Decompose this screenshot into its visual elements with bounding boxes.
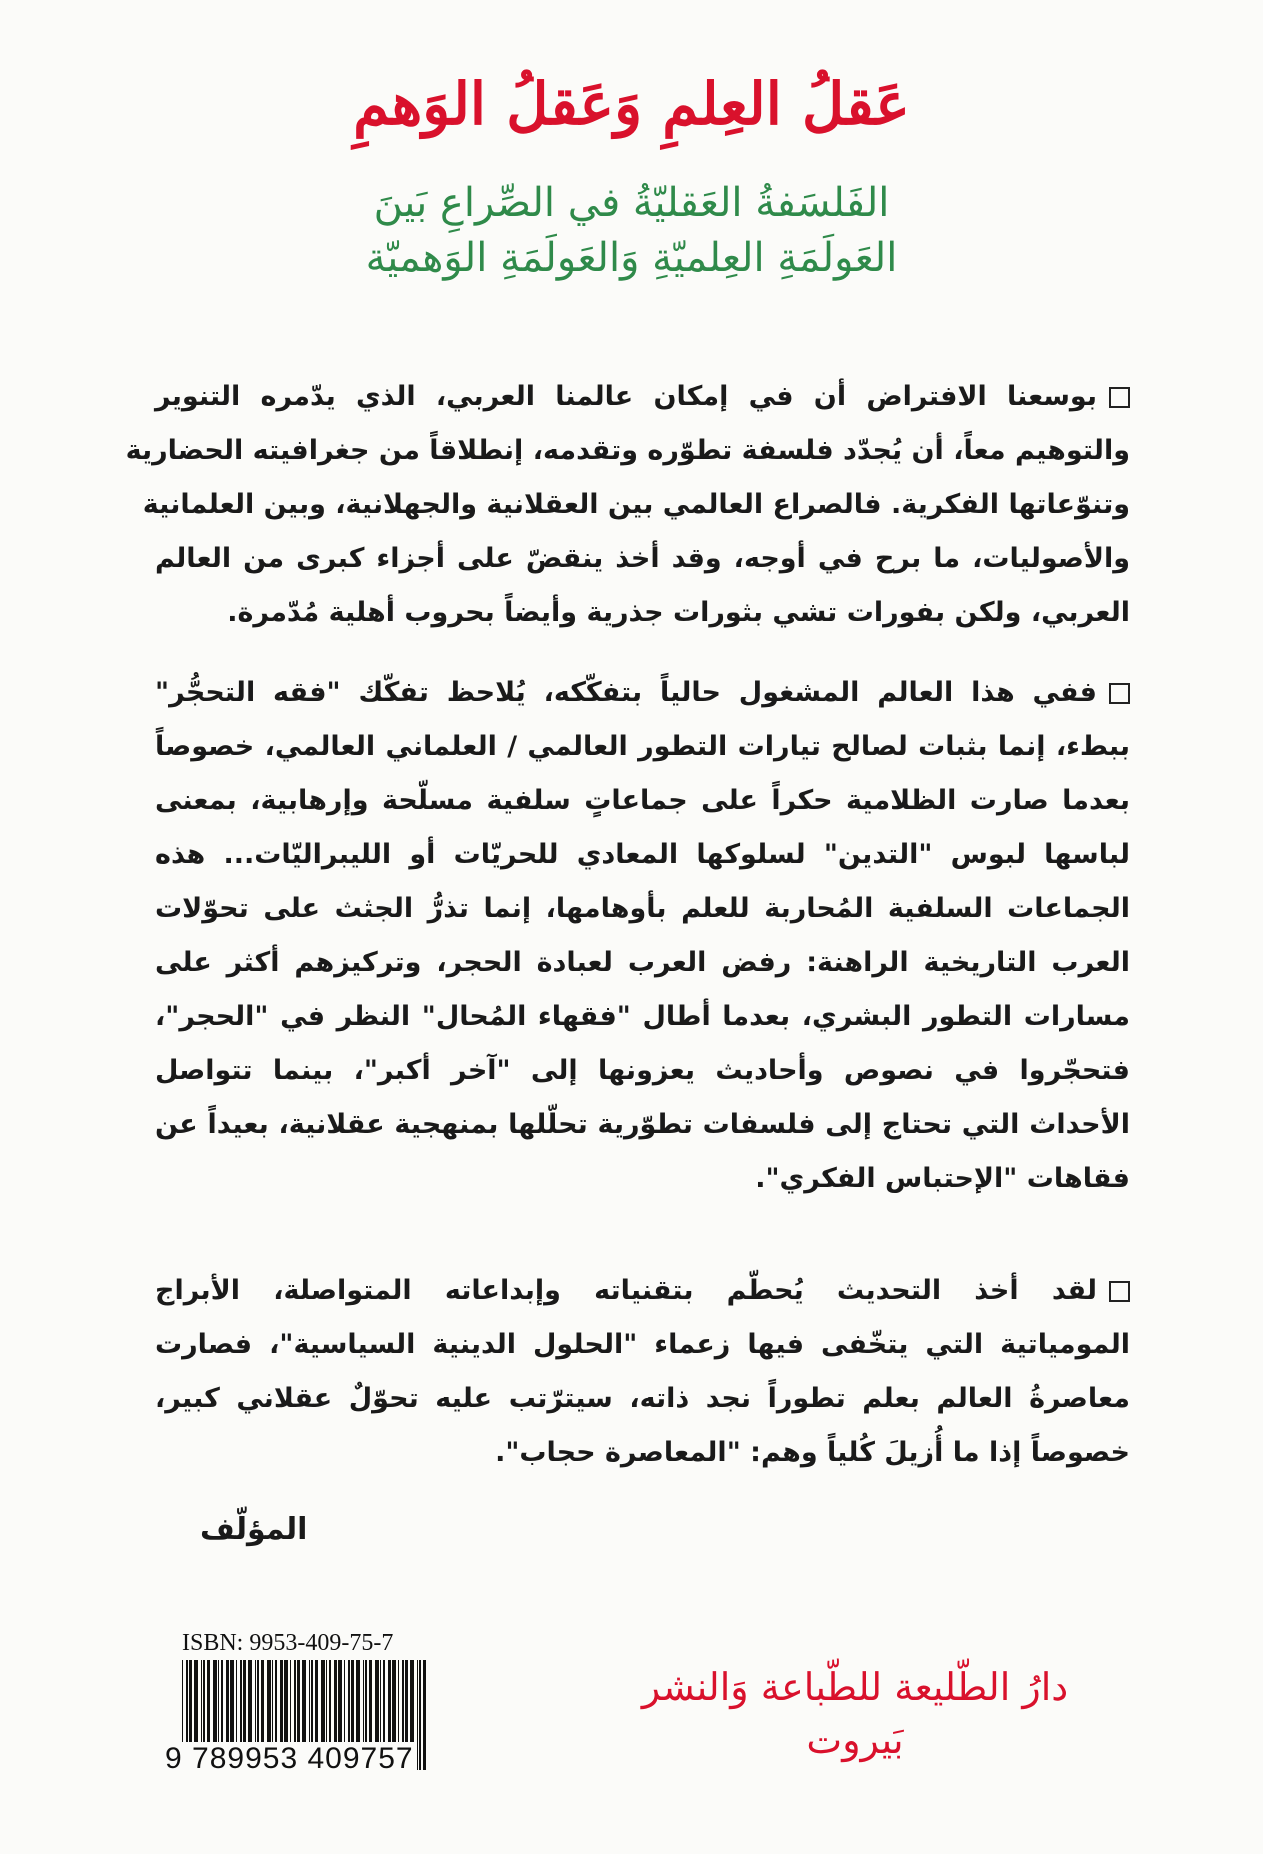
book-subtitle-line-1: الفَلسَفةُ العَقليّةُ في الصِّراعِ بَينَ	[373, 180, 890, 226]
blurb-line	[155, 1372, 1130, 1426]
blurb-line	[155, 370, 1130, 424]
blurb-line	[155, 1318, 1130, 1372]
blurb-line-text: ففي هذا العالم المشغول حالياً بتفكّكه، يُلاحظ تفكّك "فقه التحجُّر"	[155, 677, 1097, 708]
blurb-line	[155, 586, 1130, 640]
barcode-bar	[419, 1660, 421, 1770]
publisher-name: دارُ الطّليعة للطّباعة وَالنشر	[641, 1665, 1069, 1709]
author-signature: المؤلّف	[200, 1512, 308, 1547]
blurb-line-text: الجماعات السلفية المُحاربة للعلم بأوهامها، إنما تذرُّ الجثث على تحوّلات	[155, 893, 1130, 924]
blurb-paragraph-1	[125, 370, 1130, 640]
blurb-line-text: فقاهات "الإحتباس الفكري".	[755, 1163, 1130, 1194]
square-bullet-icon	[1109, 683, 1130, 704]
blurb-line	[155, 1044, 1130, 1098]
blurb-line	[155, 1152, 1130, 1206]
square-bullet-icon	[1109, 387, 1130, 408]
blurb-line	[155, 532, 1130, 586]
blurb-line-text: ببطء، إنما بثبات لصالح تيارات التطور العالمي / العلماني العالمي، خصوصاً	[155, 731, 1130, 762]
blurb-line	[155, 882, 1130, 936]
blurb-line	[155, 990, 1130, 1044]
blurb-line-text: الأحداث التي تحتاج إلى فلسفات تطوّرية تحلّلها بمنهجية عقلانية، بعيداً عن	[155, 1109, 1130, 1140]
blurb-line	[155, 1098, 1130, 1152]
blurb-line-text: بوسعنا الافتراض أن في إمكان عالمنا العربي، الذي يدّمره التنوير	[155, 381, 1097, 412]
square-bullet-icon	[1109, 1281, 1130, 1302]
blurb-line-text: العرب التاريخية الراهنة: رفض العرب لعبادة الحجر، وتركيزهم أكثر على	[155, 947, 1130, 978]
blurb-line	[155, 1426, 1130, 1480]
isbn-label: ISBN: 9953-409-75-7	[182, 1630, 394, 1656]
blurb-line-text: بعدما صارت الظلامية حكراً على جماعاتٍ سلفية مسلّحة وإرهابية، بمعنى	[155, 785, 1130, 816]
blurb-line	[155, 774, 1130, 828]
blurb-line-text: وتنوّعاتها الفكرية. فالصراع العالمي بين العقلانية والجهلانية، وبين العلمانية	[142, 489, 1130, 520]
blurb-line-text: والتوهيم معاً، أن يُجدّد فلسفة تطوّره وتقدمه، إنطلاقاً من جغرافيته الحضارية	[125, 435, 1130, 466]
blurb-line-text: معاصرةُ العالم بعلم تطوراً نجد ذاته، سيترّتب عليه تحوّلٌ عقلاني كبير،	[155, 1383, 1130, 1414]
blurb-line	[155, 666, 1130, 720]
barcode-bar	[423, 1660, 426, 1770]
blurb-line	[155, 828, 1130, 882]
barcode-bar	[417, 1660, 418, 1770]
blurb-line-text: المومياتية التي يتخّفى فيها زعماء "الحلول الدينية السياسية"، فصارت	[155, 1329, 1130, 1360]
blurb-line-text: العربي، ولكن بفورات تشي بثورات جذرية وأيضاً بحروب أهلية مُدّمرة.	[227, 597, 1130, 628]
barcode-digit-first: 9	[165, 1742, 183, 1775]
blurb-line	[155, 1264, 1130, 1318]
book-title: عَقلُ العِلمِ وَعَقلُ الوَهمِ	[353, 70, 910, 138]
book-subtitle-line-2: العَولَمَةِ العِلميّةِ وَالعَولَمَةِ الوَهميّة	[365, 235, 898, 281]
blurb-paragraph-3	[155, 1264, 1130, 1480]
publisher-city: بَيروت	[806, 1718, 904, 1762]
blurb-line	[125, 424, 1130, 478]
blurb-line-text: لباسها لبوس "التدين" لسلوكها المعادي للحريّات أو الليبراليّات... هذه	[155, 839, 1130, 870]
blurb-line-text: مسارات التطور البشري، بعدما أطال "فقهاء المُحال" النظر في "الحجر"،	[155, 1001, 1130, 1032]
blurb-line-text: لقد أخذ التحديث يُحطّم بتقنياته وإبداعاته المتواصلة، الأبراج	[155, 1275, 1097, 1306]
blurb-line	[155, 936, 1130, 990]
blurb-line	[155, 720, 1130, 774]
blurb-line-text: خصوصاً إذا ما أُزيلَ كُلياً وهم: "المعاصرة حجاب".	[495, 1437, 1130, 1468]
blurb-line	[142, 478, 1130, 532]
barcode-digits-rest: 789953 409757	[192, 1742, 414, 1775]
blurb-paragraph-2	[155, 666, 1130, 1206]
barcode-digits	[165, 1742, 414, 1776]
blurb-line-text: والأصوليات، ما برح في أوجه، وقد أخذ ينقضّ على أجزاء كبرى من العالم	[155, 543, 1130, 574]
blurb-line-text: فتحجّروا في نصوص وأحاديث يعزونها إلى "آخر أكبر"، بينما تتواصل	[155, 1055, 1130, 1086]
